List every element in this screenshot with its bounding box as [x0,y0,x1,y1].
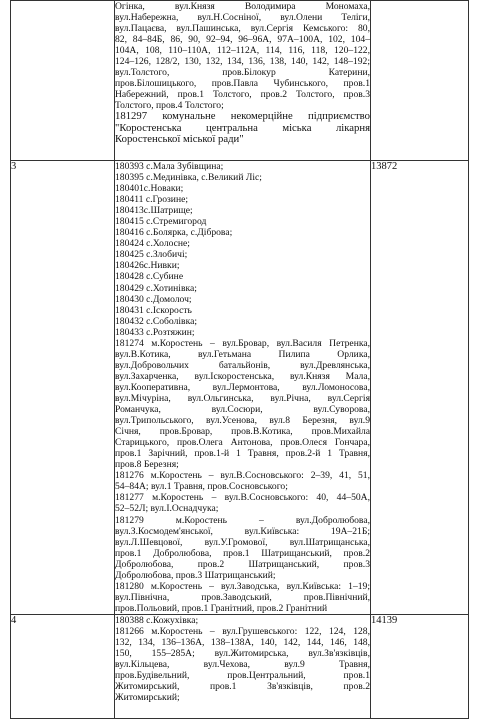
organization-line: "Коростенська центральна міська лікарня [115,121,370,134]
address-line: пров.Будівельний, пров.Центральний, пров.1 [115,670,370,682]
districts-table [10,0,469,719]
address-line: Житомирський, пров.1 Зв'язківців, пров.2 [115,681,370,693]
organization-line: Коростенської міської ради" [115,133,244,146]
address-line: вул.Набережна, вул.Н.Сосніної, вул.Олени Теліги, [115,12,370,24]
address-line: 180430 с.Домолоч; [115,293,192,305]
address-line: 132, 134, 136–136А, 138–138А, 140, 142, 144, 146, 148, [115,637,370,649]
address-line: 180426с.Нивки; [115,260,180,272]
address-line: пров.Білошицького, пров.Павла Чубинського, пров.1 [115,78,370,90]
address-line: вул.Толстого, пров.Білокур Катерини, [115,67,370,79]
address-line: пров.1 Добролюбова, пров.1 Шатрищанський, пров.2 [115,547,370,559]
address-line: вул.З.Космодем'янської, вул.Київська: 19А–21Б; [115,525,370,537]
voter-count: 14139 [371,614,469,718]
address-line: 180432 с.Соболівка; [115,315,198,327]
address-line: 180388 с.Кожухівка; [115,614,199,626]
address-list [115,1,371,161]
address-line: 180428 с.Субине [115,271,184,283]
address-line: вул.Кооперативна, вул.Лермонтова, вул.Ломоносова, [115,381,370,393]
address-line: 124–126, 128/2, 130, 132, 134, 136, 138, 140, 142, 148–192; [115,56,370,68]
row-number [11,1,115,161]
address-line: пров.1 Зарічний, пров.1-й 1 Травня, пров.2-й 1 Травня, [115,448,370,460]
address-line: 180425 с.Злобичі; [115,249,188,261]
address-line: Добролюбова, пров.3 Шатрищанський; [115,569,276,581]
address-line: вул.Захарченка, вул.Іскоростенська, вул.Князя Мала, [115,370,370,382]
voter-count: 13872 [371,161,469,615]
address-line: 180393 с.Мала Зубівщина; [115,161,224,172]
address-line: вул.В.Котика, вул.Гетьмана Пилипа Орлика, [115,348,370,360]
address-line: Набережний, пров.1 Толстого, пров.2 Толстого, пров.3 [115,89,370,101]
voter-count [371,1,469,161]
table-row [11,614,469,718]
address-line: Огінка, вул.Князя Володимира Мономаха, [115,1,370,12]
row-number: 3 [11,161,115,615]
address-line: Житомирський; [115,692,180,704]
address-line: 180395 с.Мединівка, с.Великий Ліс; [115,172,262,184]
address-line: вул.Добровольчих батальйонів, вул.Древлянська, [115,359,370,371]
address-line: вул.Кільцева, вул.Чехова, вул.9 Травня, [115,659,370,671]
table-row [11,161,469,615]
address-line: 180401с.Новаки; [115,183,184,195]
address-line: 180429 с.Хотинівка; [115,282,197,294]
organization-line: 181297 комунальне некомерційне підприємство [115,110,370,123]
address-line: 180416 с.Болярка, с.Діброва; [115,227,233,239]
address-line: 181277 м.Коростень – вул.В.Сосновського: 40, 44–50А, [115,492,370,504]
address-line: 180424 с.Холосне; [115,238,190,250]
row-number: 4 [11,614,115,718]
address-line: вул.Трипольського, вул.Усенова, вул.8 Березня, вул.9 [115,415,370,427]
address-line: вул.Мічуріна, вул.Ольгинська, вул.Річна, вул.Сергія [115,392,370,404]
table-row [11,1,469,161]
address-line: 181276 м.Коростень – вул.В.Сосновського: 2–39, 41, 51, [115,470,370,482]
address-line: Добролюбова, пров.2 Шатрищанський, пров.3 [115,558,370,570]
address-line: 150, 155–285А; вул.Житомирська, вул.Зв'язківців, [115,648,370,660]
address-line: вул.Північна, пров.Заводський, пров.Північний, [115,591,370,603]
address-list [115,614,371,718]
address-line: 180415 с.Стремигород [115,216,207,228]
address-line: 180413с.Шатрище; [115,205,193,217]
address-line: пров.8 Березня; [115,459,179,471]
address-line: 82, 84–84Б, 86, 90, 92–94, 96–96А, 97А–100А, 102, 104– [115,34,370,46]
address-line: Старицького, пров.Олега Антонова, пров.Олеся Гончара, [115,437,370,449]
address-line: 181280 м.Коростень – вул.Заводська, вул.Київська: 1–19; [115,580,370,592]
address-line: Толстого, пров.4 Толстого; [115,100,224,112]
address-list [115,161,371,615]
address-line: 180433 с.Розтяжин; [115,326,195,338]
address-line: 104А, 108, 110–110А, 112–112А, 114, 116, 118, 120–122, [115,45,370,57]
address-line: 181279 м.Коростень – вул.Добролюбова, [115,514,370,526]
address-line: Січня, пров.Бровар, пров.В.Котика, пров.Михайла [115,426,370,438]
address-line: пров.Польовий, пров.1 Гранітний, пров.2 Гранітний [115,602,328,614]
address-line: Романчука, вул.Сосюри, вул.Суворова, [115,404,370,416]
address-line: 52–52Л; вул.І.Оснадчука; [115,503,219,515]
address-line: 181266 м.Коростень – вул.Грушевського: 122, 124, 128, [115,625,370,637]
address-line: 181274 м.Коростень – вул.Бровар, вул.Василя Петренка, [115,337,370,349]
address-line: вул.Пацаєва, вул.Пашинська, вул.Сергія Кемського: 80, [115,23,370,35]
address-line: 180411 с.Грозине; [115,194,188,206]
address-line: 54–84А; вул.1 Травня, пров.Сосновського; [115,481,288,493]
address-line: 180431 с.Іскорость [115,304,192,316]
table-body [11,1,469,719]
address-line: вул.Л.Шевцової, вул.У.Громової, вул.Шатрищанська, [115,536,370,548]
